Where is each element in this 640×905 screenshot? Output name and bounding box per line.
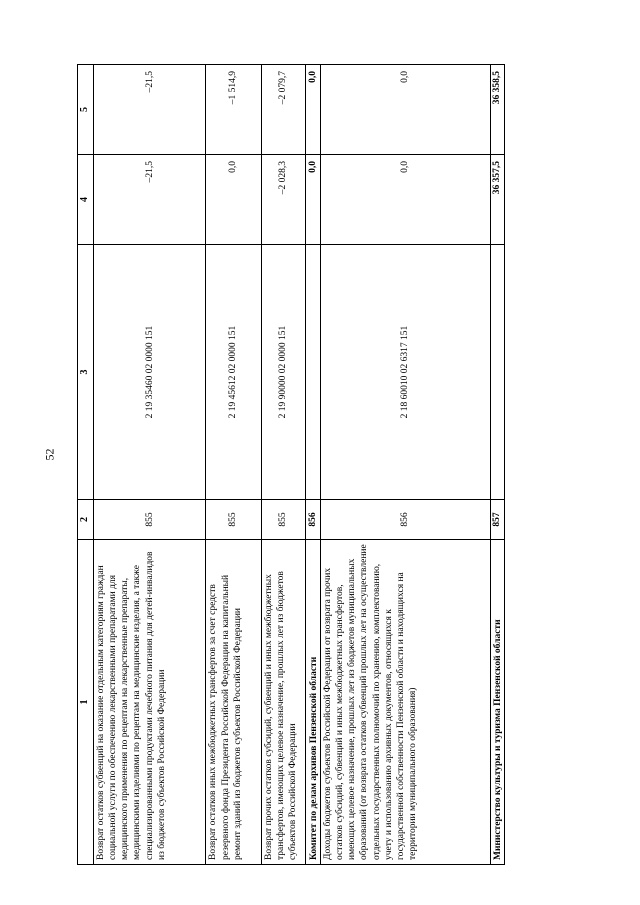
row-admin-code: 855 [206, 500, 261, 540]
row-value-col5: 36 358,5 [490, 65, 505, 155]
table-row [94, 65, 206, 865]
row-kbk-code: 2 19 90000 02 0000 151 [261, 245, 306, 500]
row-value-col4: –21,5 [94, 155, 206, 245]
table-row-section-header [306, 65, 320, 865]
row-value-col5: 0,0 [320, 65, 490, 155]
row-value-col5: 0,0 [306, 65, 320, 155]
row-admin-code: 857 [490, 500, 505, 540]
row-value-col5: –21,5 [94, 65, 206, 155]
col-header-2: 2 [78, 500, 94, 540]
row-value-col5: –1 514,9 [206, 65, 261, 155]
row-kbk-code: 2 19 35460 02 0000 151 [94, 245, 206, 500]
row-name: Возврат прочих остатков субсидий, субвенций и иных межбюджетных трансфертов, имеющих целевое назначение, прошлых лет из бюджетов субъектов Российской Федерации [261, 540, 306, 865]
rotated-table-container [77, 65, 505, 865]
row-admin-code: 855 [94, 500, 206, 540]
page-number: 52 [42, 448, 57, 461]
row-value-col4: –2 028,3 [261, 155, 306, 245]
row-admin-code: 855 [261, 500, 306, 540]
row-kbk-code: 2 18 60010 02 6317 151 [320, 245, 490, 500]
row-admin-code: 856 [306, 500, 320, 540]
row-kbk-code: 2 19 45612 02 0000 151 [206, 245, 261, 500]
table-row [261, 65, 306, 865]
table-row-section-header [490, 65, 505, 865]
row-value-col5: –2 079,7 [261, 65, 306, 155]
col-header-5: 5 [78, 65, 94, 155]
table-header-row [78, 65, 94, 865]
row-name: Возврат остатков иных межбюджетных трансфертов за счет средств резервного фонда Президента Российской Федерации на капитальный ремонт зданий из бюджетов субъектов Российской Федерации [206, 540, 261, 865]
row-admin-code: 856 [320, 500, 490, 540]
table-row [320, 65, 490, 865]
row-name: Доходы бюджетов субъектов Российской Федерации от возврата прочих остатков субсидий, субвенций и иных межбюджетных трансфертов, имеющих целевое назначение, прошлых лет из бюджетов муниципальных образований (от возврата остатков субвенций прошлых лет на осуществление отдельных государственных полномочий по хранению, комплектованию, учету и использованию архивных документов, относящихся к государственной собственности Пензенской области и находящихся на территории муниципального образования) [320, 540, 490, 865]
row-value-col4: 0,0 [306, 155, 320, 245]
row-value-col4: 0,0 [320, 155, 490, 245]
row-name: Комитет по делам архивов Пензенской области [306, 540, 320, 865]
row-kbk-code [490, 245, 505, 500]
table-row [206, 65, 261, 865]
row-name: Возврат остатков субвенций на оказание отдельным категориям граждан социальной услуги по обеспечению лекарственными препаратами для медицинского применения по рецептам на лекарственные препараты, медицинскими изделиями по рецептам на медицинские изделия, а также специализированными продуктами лечебного питания для детей-инвалидов из бюджетов субъектов Российской Федерации [94, 540, 206, 865]
row-value-col4: 36 357,5 [490, 155, 505, 245]
row-value-col4: 0,0 [206, 155, 261, 245]
col-header-3: 3 [78, 245, 94, 500]
col-header-1: 1 [78, 540, 94, 865]
revenue-table [77, 64, 505, 865]
row-kbk-code [306, 245, 320, 500]
col-header-4: 4 [78, 155, 94, 245]
row-name: Министерство культуры и туризма Пензенской области [490, 540, 505, 865]
